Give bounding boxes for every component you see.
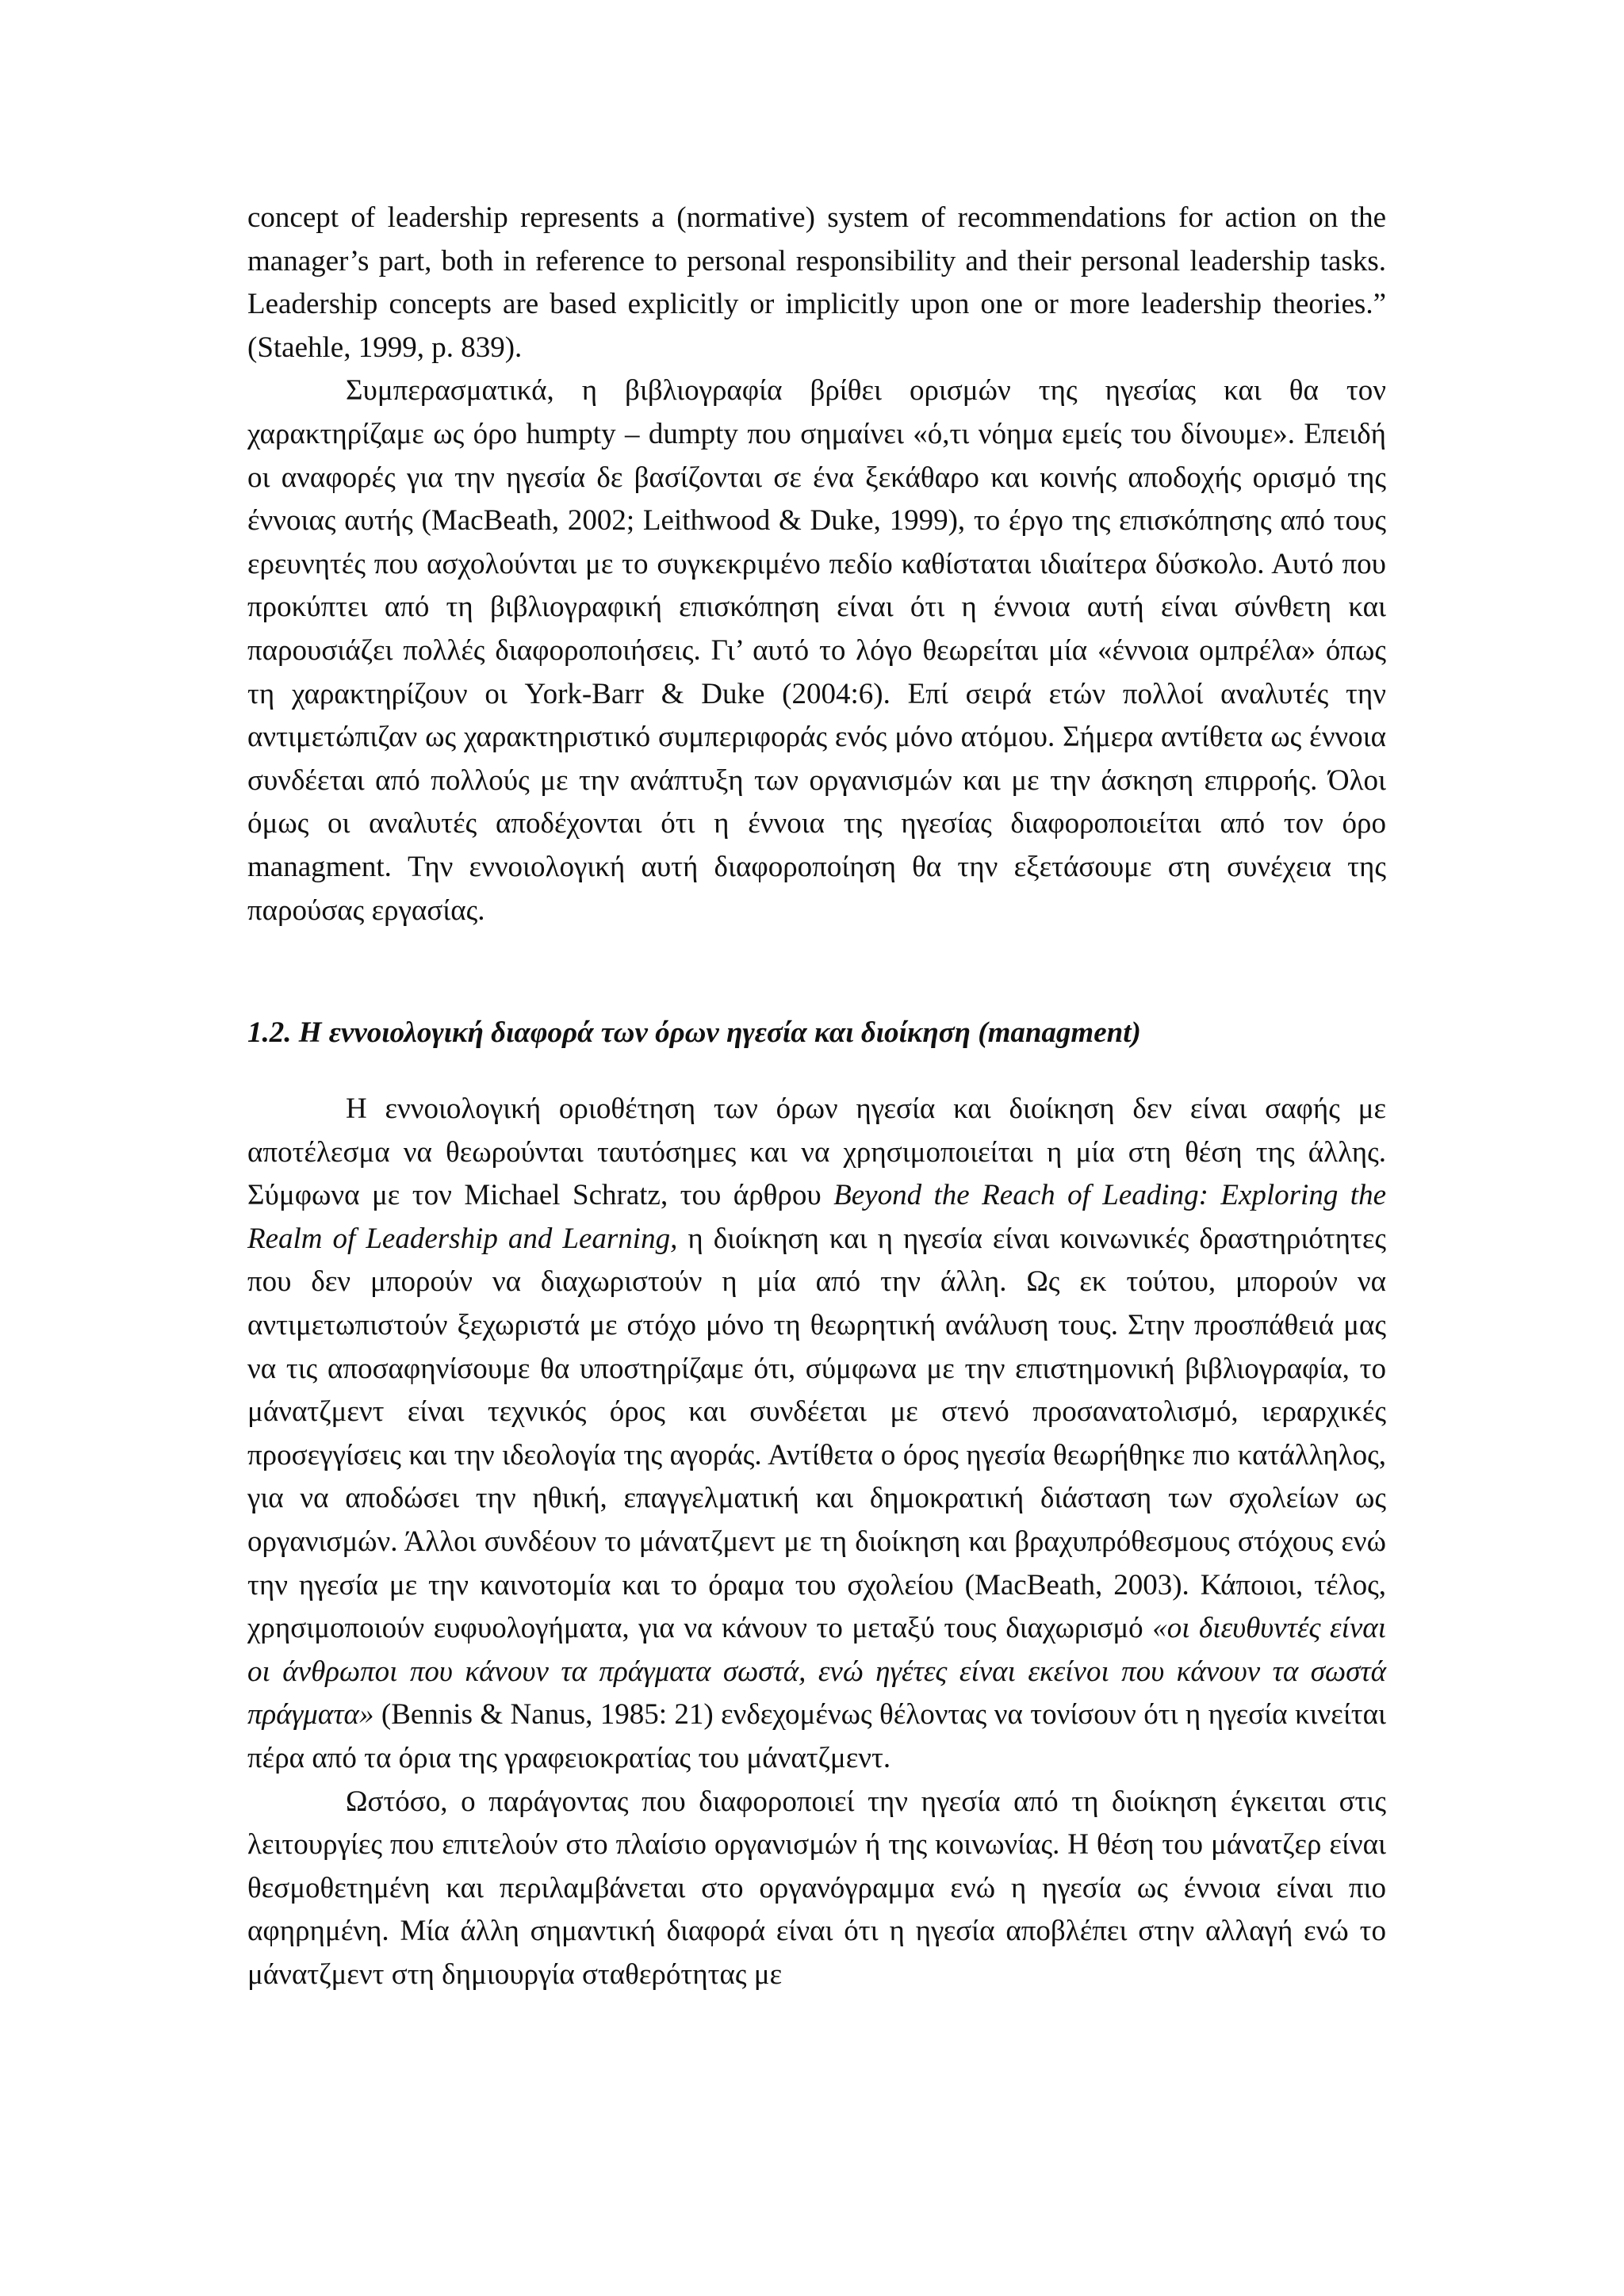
section-heading: 1.2. Η εννοιολογική διαφορά των όρων ηγεσία και διοίκηση (managment) [247, 1016, 1141, 1049]
paragraph-quote-ending: concept of leadership represents a (normative) system of recommendations for action on the manager’s part, both in reference to personal responsibility and their personal leadership tasks. Leadership concepts are based explicitly or implicitly upon one or more leadership theories.” (Staehle, 1999, p. 839). [247, 201, 1386, 364]
paragraph-text: Η εννοιολογική οριοθέτηση των όρων ηγεσία και διοίκηση δεν είναι σαφής με αποτέλεσμα να θεωρούνται ταυτόσημες και να χρησιμοποιείται η μία στη θέση της άλλης. Σύμφωνα με τον Michael Schratz, του άρθρου [247, 1093, 1386, 1212]
article-title: Beyond the Reach of Leading: Exploring the Realm of Leadership and Learning, [247, 1179, 1386, 1255]
paragraph-text: (Bennis & Nanus, 1985: 21) ενδεχομένως θέλοντας να τονίσουν ότι η ηγεσία κινείται πέρα από τα όρια της γραφειοκρατίας του μάνατζμεντ. [247, 1698, 1386, 1774]
paragraph-conclusion: Συμπερασματικά, η βιβλιογραφία βρίθει ορισμών της ηγεσίας και θα τον χαρακτηρίζαμε ως όρο humpty – dumpty που σημαίνει «ό,τι νόημα εμείς του δίνουμε». Επειδή οι αναφορές για την ηγεσία δε βασίζονται σε ένα ξεκάθαρο και κοινής αποδοχής ορισμό της έννοιας αυτής (MacBeath, 2002; Leithwood & Duke, 1999), το έργο της επισκόπησης από τους ερευνητές που ασχολούνται με το συγκεκριμένο πεδίο καθίσταται ιδιαίτερα δύσκολο. Αυτό που προκύπτει από τη βιβλιογραφική επισκόπηση είναι ότι η έννοια αυτή είναι σύνθετη και παρουσιάζει πολλές διαφοροποιήσεις. Γι’ αυτό το λόγο θεωρείται μία «έννοια ομπρέλα» όπως τη χαρακτηρίζουν οι York-Barr & Duke (2004:6). Επί σειρά ετών πολλοί αναλυτές την αντιμετώπιζαν ως χαρακτηριστικό συμπεριφοράς ενός μόνο ατόμου. Σήμερα αντίθετα ως έννοια συνδέεται από πολλούς με την ανάπτυξη των οργανισμών και με την άσκηση επιρροής. Όλοι όμως οι αναλυτές αποδέχονται ότι η έννοια της ηγεσίας διαφοροποιείται από τον όρο managment. Την εννοιολογική αυτή διαφοροποίηση θα την εξετάσουμε στη συνέχεια της παρούσας εργασίας. [247, 374, 1386, 927]
body-text-top [247, 197, 1386, 932]
quoted-saying: «οι διευθυντές είναι οι άνθρωποι που κάνουν τα πράγματα σωστά, ενώ ηγέτες είναι εκείνοι που κάνουν τα σωστά πράγματα» [247, 1612, 1386, 1732]
body-text-bottom [247, 1088, 1386, 1996]
paragraph-text: η διοίκηση και η ηγεσία είναι κοινωνικές δραστηριότητες που δεν μπορούν να διαχωριστούν η μία από την άλλη. Ως εκ τούτου, μπορούν να αντιμετωπιστούν ξεχωριστά με στόχο μόνο τη θεωρητική ανάλυση τους. Στην προσπάθειά μας να τις αποσαφηνίσουμε θα υποστηρίζαμε ότι, σύμφωνα με την επιστημονική βιβλιογραφία, το μάνατζμεντ είναι τεχνικός όρος και συνδέεται με στενό προσανατολισμό, ιεραρχικές προσεγγίσεις και την ιδεολογία της αγοράς. Αντίθετα ο όρος ηγεσία θεωρήθηκε πιο κατάλληλος, για να αποδώσει την ηθική, επαγγελματική και δημοκρατική διάσταση των σχολείων ως οργανισμών. Άλλοι συνδέουν το μάνατζμεντ με τη διοίκηση και βραχυπρόθεσμους στόχους ενώ την ηγεσία με την καινοτομία και το όραμα του σχολείου (MacBeath, 2003). Κάποιοι, τέλος, χρησιμοποιούν ευφυολογήματα, για να κάνουν το μεταξύ τους διαχωρισμό [247, 1222, 1387, 1645]
paragraph-differences: Ωστόσο, ο παράγοντας που διαφοροποιεί την ηγεσία από τη διοίκηση έγκειται στις λειτουργίες που επιτελούν στο πλαίσιο οργανισμών ή της κοινωνίας. Η θέση του μάνατζερ είναι θεσμοθετημένη και περιλαμβάνεται στο οργανόγραμμα ενώ η ηγεσία ως έννοια είναι πιο αφηρημένη. Μία άλλη σημαντική διαφορά είναι ότι η ηγεσία αποβλέπει στην αλλαγή ενώ το μάνατζμεντ στη δημιουργία σταθερότητας με [247, 1785, 1386, 1991]
paragraph-definitions [247, 1088, 1386, 1781]
